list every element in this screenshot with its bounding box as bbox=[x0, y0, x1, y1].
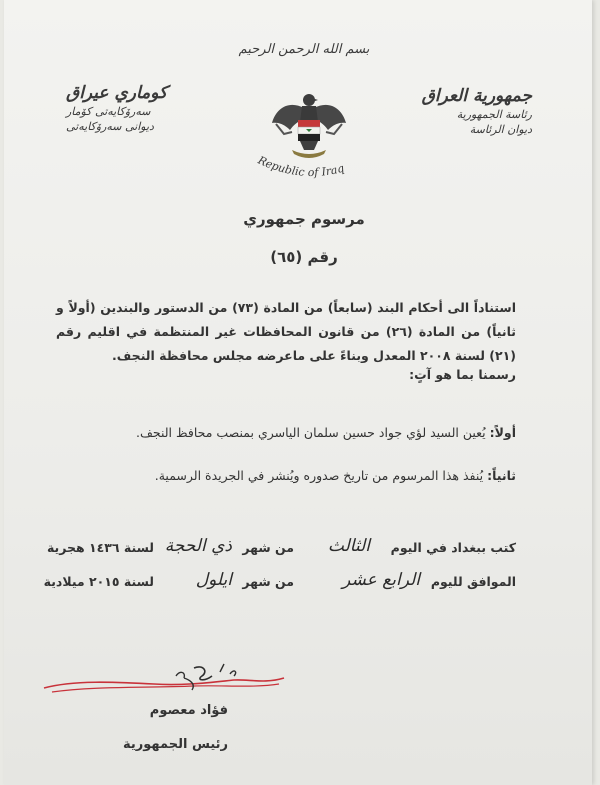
letterhead-arabic bbox=[382, 85, 532, 137]
dating-hijri-lead: كتب ببغداد في اليوم bbox=[390, 540, 516, 555]
decree-intro: رسمنا بما هو آتٍ: bbox=[409, 367, 516, 382]
article-second bbox=[46, 467, 516, 485]
letterhead-kurdish-presidency: سەرۆکایەتی کۆمار bbox=[66, 105, 151, 118]
letterhead-arabic-office: ديوان الرئاسة bbox=[469, 123, 532, 136]
dating-hijri-month-label: من شهر bbox=[242, 540, 294, 555]
dating-gregorian-lead: الموافق لليوم bbox=[430, 574, 516, 589]
article-second-label: ثانياً: bbox=[487, 468, 516, 483]
article-first-label: أولاً: bbox=[489, 425, 516, 440]
dating-gregorian-year: لسنة ٢٠١٥ ميلادية bbox=[43, 574, 154, 589]
decree-preamble: استناداً الى أحكام البند (سابعاً) من المادة (٧٣) من الدستور والبندين (أولاً و ثانياً) من المادة (٢٦) من قانون المحافظات غير المنتظمة في اقليم رقم (٢١) لسنة ٢٠٠٨ المعدل وبناءً على ماعرضه مجلس محافظة النجف. bbox=[56, 300, 516, 363]
signer-title: رئيس الجمهورية bbox=[123, 737, 228, 752]
dating-hijri-month: ذي الحجة bbox=[164, 536, 232, 556]
signer-name: فؤاد معصوم bbox=[149, 703, 228, 718]
decree-number: رقم (٦٥) bbox=[270, 248, 338, 266]
dating-gregorian-month: ايلول bbox=[195, 570, 232, 590]
dating-hijri-year: لسنة ١٤٣٦ هجرية bbox=[46, 540, 154, 555]
dating-row-gregorian bbox=[43, 570, 516, 598]
decree-title: مرسوم جمهوري bbox=[243, 210, 365, 228]
basmala: بسم الله الرحمن الرحيم bbox=[238, 42, 370, 57]
dating-gregorian-day: الرابع عشر bbox=[342, 570, 420, 590]
article-first bbox=[46, 424, 516, 442]
dating-hijri-day: الثالث bbox=[327, 536, 370, 556]
dating-gregorian-month-label: من شهر bbox=[242, 574, 294, 589]
republic-of-iraq-arc bbox=[242, 155, 382, 195]
article-first-text: يُعين السيد لؤي جواد حسين سلمان الياسري بمنصب محافظ النجف. bbox=[135, 425, 486, 440]
letterhead-kurdish bbox=[66, 82, 216, 134]
decree-page bbox=[4, 0, 592, 785]
svg-text:Republic of Iraq bbox=[255, 155, 346, 179]
letterhead-kurdish-office: دیوانی سەرۆکایەتی bbox=[66, 120, 154, 133]
letterhead-arabic-presidency: رئاسة الجمهورية bbox=[456, 108, 532, 121]
republic-of-iraq-label: Republic of Iraq bbox=[255, 155, 346, 180]
letterhead-arabic-country: جمهورية العراق bbox=[421, 86, 532, 106]
letterhead-kurdish-country: كوماري عيراق bbox=[66, 83, 168, 103]
dating-row-hijri bbox=[46, 536, 516, 564]
article-second-text: يُنفذ هذا المرسوم من تاريخ صدوره ويُنشر في الجريدة الرسمية. bbox=[154, 468, 484, 483]
